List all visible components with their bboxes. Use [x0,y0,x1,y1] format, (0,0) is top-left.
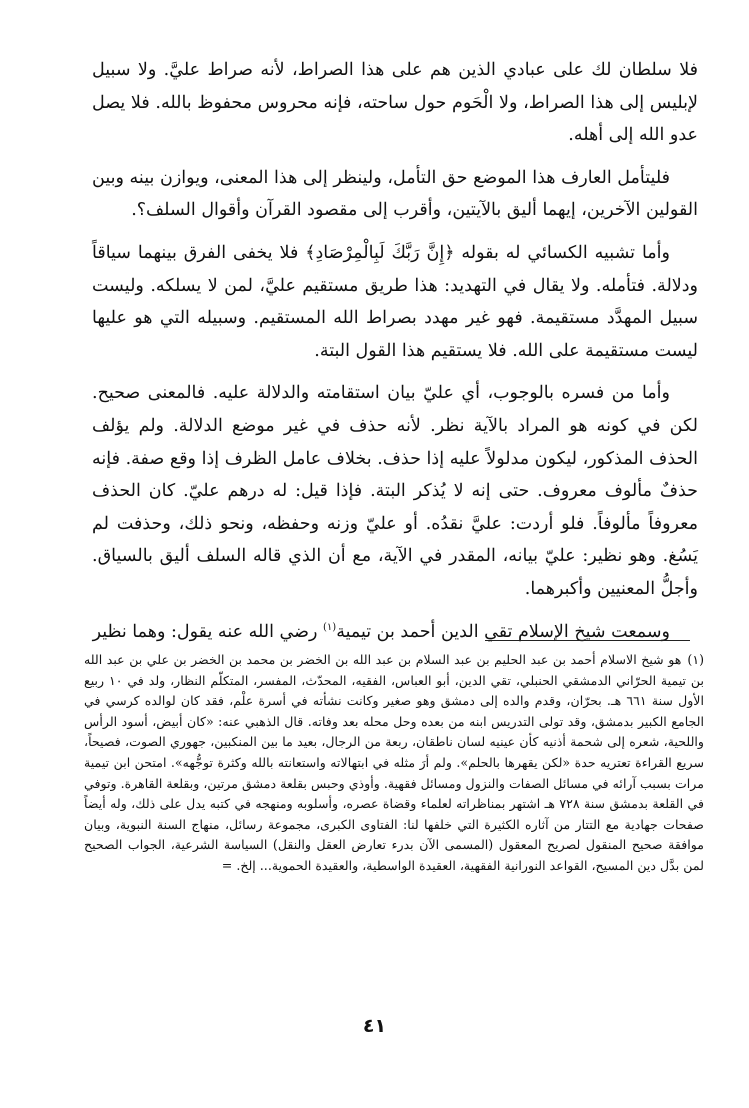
footnote [84,650,704,877]
footnote-reference[interactable]: (١) [323,621,337,633]
paragraph-5-start: وسمعت شيخ الإسلام تقي الدين أحمد بن تيمية [336,621,670,642]
footnote-body [84,650,704,877]
page-number: ٤١ [362,1015,387,1037]
paragraph-5-end: رضي الله عنه يقول: وهما نظير [92,621,323,642]
paragraph-1: فلا سلطان لك على عبادي الذين هم على هذا الصراط، لأنه صراط عليَّ. ولا سبيل لإبليس إلى هذا الصراط، ولا الْحَوم حول ساحته، فإنه محروس محفوظ بالله. فلا يصل عدو الله إلى أهله. [92,60,698,146]
paragraph-4: وأما من فسره بالوجوب، أي عليّ بيان استقامته والدلالة عليه. فالمعنى صحيح. لكن في كونه هو المراد بالآية نظر. لأنه حذف في غير موضع الدلالة. ولم يؤلف الحذف المذكور، ليكون مدلولاً عليه إذا حذف. بخلاف عامل الظرف إذا وقع صفة. فإنه حذفٌ مألوف معروف. حتى إنه لا يُذكر البتة. فإذا قيل: له درهم عليّ. كان الحذف معروفاً مألوفاً. فلو أردت: عليَّ نقدُه. أو عليّ وزنه وحفظه، ونحو ذلك، وحذفت لم يَسُغ. وهو نظير: عليّ بيانه، المقدر في الآية، مع أن الذي قاله السلف أليق بالسياق. وأجلُّ المعنيين وأكبرهما. [92,383,698,599]
main-text [92,54,698,658]
paragraph-5 [92,616,698,649]
footnote-text: هو شيخ الاسلام أحمد بن عبد الحليم بن عبد السلام بن عبد الله بن الخضر بن محمد بن الخضر بن علي بن عبد الله بن تيمية الحرّاني الدمشقي الحنبلي، تقي الدين، أبو العباس، الفقيه، المحدّث، المفسر، المتكلّم النظار، ولد في ١٠ ربيع الأول سنة ٦٦١ هـ. بحرّان، وقدم والده إلى دمشق وهو صغير وكانت نشأته في أسرة علْم، فقد كان لوالده كرسي في الجامع الكبير بدمشق، وقد تولى التدريس ابنه من بعده وحل محله بعد وفاته. قال الذهبي عنه: «كان أبيض، أسود الرأس واللحية، شعره إلى شحمة أذنيه كأن عينيه لسان ناطقان، ربعة من الرجال، بعيد ما بين المنكبين، جهوري الصوت، فصيحاً، سريع القراءة تعتريه حدة «لكن يقهرها بالحلم». ولم أرَ مثله في ابتهالاته واستعانته بالله وكثرة توجُّهه». امتحن ابن تيمية مرات بسبب آرائه في مسائل الصفات والنزول ومسائل فقهية. وأوذي وحبس بقلعة دمشق مرتين، وبقلعة القاهرة. وتوفي في القلعة بدمشق سنة ٧٢٨ هـ اشتهر بمناظراته لعلماء وقضاة عصره، وأسلوبه ومنهجه في كتبه يدل على ذلك، وله أيضاً صفحات جهادية مع التتار من آثاره الكثيرة التي خلفها لنا: الفتاوى الكبرى، مجموعة رسائل، منهاج السنة النبوية، وبيان موافقة صحيح المنقول لصريح المعقول (المسمى الآن بدرء تعارض العقل والنقل) السياسة الشرعية، الجواب الصحيح لمن بدَّل دين المسيح، القواعد النورانية الفقهية، العقيدة الواسطية، والعقيدة الحموية... إلخ. = [84,652,705,873]
paragraph-3: وأما تشبيه الكسائي له بقوله ﴿إِنَّ رَبَّكَ لَبِالْمِرْصَادِ﴾ فلا يخفى الفرق بينهما سياقاً ودلالة. فتأمله. ولا يقال في التهديد: هذا طريق مستقيم عليَّ، لمن لا يسلكه. وليست سبيل المهدَّد مستقيمة. فهو غير مهدد بصراط الله المستقيم. وسبيله التي هو عليها ليست مستقيمة على الله. فلا يستقيم هذا القول البتة. [92,242,698,361]
footnote-divider [485,640,690,641]
paragraph-2: فليتأمل العارف هذا الموضع حق التأمل، ولينظر إلى هذا المعنى، ويوازن بينه وبين القولين الآخرين، إيهما أليق بالآيتين، وأقرب إلى مقصود القرآن وأقوال السلف؟. [92,167,698,221]
footnote-number: (١) [687,652,704,667]
